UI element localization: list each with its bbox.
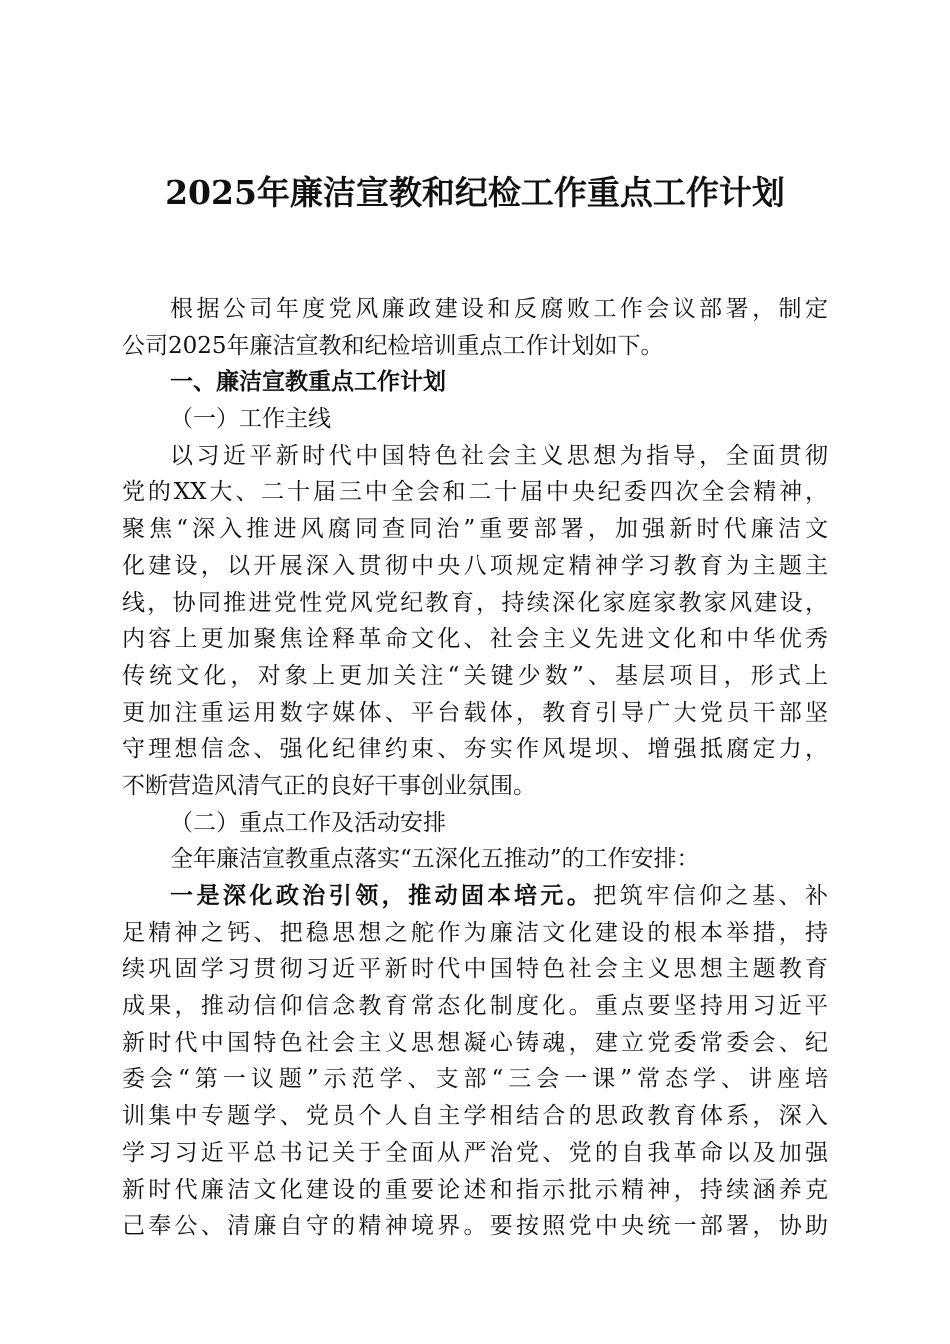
body-text-line xyxy=(122,511,828,548)
document-title: 2025年廉洁宣教和纪检工作重点工作计划 xyxy=(165,173,785,212)
line-text: 公司2025年廉洁宣教和纪检培训重点工作计划如下。 xyxy=(122,332,664,359)
body-text-line xyxy=(122,621,828,658)
body-text-line xyxy=(122,878,828,915)
body-text-line xyxy=(122,695,828,732)
line-text: 把筑牢信仰之基、补 xyxy=(593,883,829,909)
body-text-line xyxy=(122,1061,828,1098)
line-text: 党的XX大、二十届三中全会和二十届中央纪委四次全会精神， xyxy=(122,479,828,506)
line-text: 内容上更加聚焦诠释革命文化、社会主义先进文化和中华优秀 xyxy=(122,626,828,653)
line-text: 线，协同推进党性党风党纪教育，持续深化家庭家教家风建设， xyxy=(122,589,828,616)
body-text-line xyxy=(122,1135,828,1172)
line-text: （一）工作主线 xyxy=(170,406,331,433)
line-text: 化建设，以开展深入贯彻中央八项规定精神学习教育为主题主 xyxy=(122,552,828,579)
body-text-line xyxy=(122,988,828,1025)
line-text: 一、廉洁宣教重点工作计划 xyxy=(170,368,446,396)
body-text-line xyxy=(122,731,828,768)
line-text: 学习习近平总书记关于全面从严治党、党的自我革命以及加强 xyxy=(122,1139,828,1166)
line-text: 续巩固学习贯彻习近平新时代中国特色社会主义思想主题教育 xyxy=(122,956,828,983)
section-heading xyxy=(122,364,828,401)
body-text-line xyxy=(122,328,828,365)
body-text-line xyxy=(122,1025,828,1062)
line-text: 成果，推动信仰信念教育常态化制度化。重点要坚持用习近平 xyxy=(122,993,828,1020)
document-body xyxy=(122,291,828,1245)
line-text: （二）重点工作及活动安排 xyxy=(170,809,446,836)
line-text: 守理想信念、强化纪律约束、夯实作风堤坝、增强抵腐定力， xyxy=(122,736,828,763)
line-text: 聚焦“深入推进风腐同查同治”重要部署，加强新时代廉洁文 xyxy=(122,516,828,543)
body-text-line xyxy=(122,585,828,622)
body-text-line xyxy=(122,768,828,805)
line-text: 更加注重运用数字媒体、平台载体，教育引导广大党员干部坚 xyxy=(122,699,828,726)
body-text-line xyxy=(122,1172,828,1209)
body-text-line xyxy=(122,951,828,988)
line-text: 委会“第一议题”示范学、支部“三会一课”常态学、讲座培 xyxy=(122,1066,828,1093)
line-text: 以习近平新时代中国特色社会主义思想为指导，全面贯彻 xyxy=(170,442,828,469)
body-text-line xyxy=(122,474,828,511)
body-text-line xyxy=(122,841,828,878)
line-text: 训集中专题学、党员个人自主学相结合的思政教育体系，深入 xyxy=(122,1103,828,1130)
line-text: 传统文化，对象上更加关注“关键少数”、基层项目，形式上 xyxy=(122,662,828,689)
emphasis-text: 一是深化政治引领，推动固本培元。 xyxy=(170,882,594,909)
line-text: 新时代廉洁文化建设的重要论述和指示批示精神，持续涵养克 xyxy=(122,1176,828,1203)
line-text: 全年廉洁宣教重点落实“五深化五推动”的工作安排： xyxy=(170,846,700,873)
body-text-line xyxy=(122,291,828,328)
line-text: 新时代中国特色社会主义思想凝心铸魂，建立党委常委会、纪 xyxy=(122,1029,828,1056)
body-text-line xyxy=(122,658,828,695)
body-text-line xyxy=(122,915,828,952)
body-text-line xyxy=(122,438,828,475)
body-text-line xyxy=(122,1208,828,1245)
line-text: 根据公司年度党风廉政建设和反腐败工作会议部署，制定 xyxy=(170,296,828,322)
line-text: 不断营造风清气正的良好干事创业氛围。 xyxy=(122,772,536,799)
subsection-heading xyxy=(122,805,828,842)
subsection-heading xyxy=(122,401,828,438)
body-text-line xyxy=(122,548,828,585)
line-text: 己奉公、清廉自守的精神境界。要按照党中央统一部署，协助 xyxy=(122,1213,828,1240)
line-text: 足精神之钙、把稳思想之舵作为廉洁文化建设的根本举措，持 xyxy=(122,919,828,946)
body-text-line xyxy=(122,1098,828,1135)
